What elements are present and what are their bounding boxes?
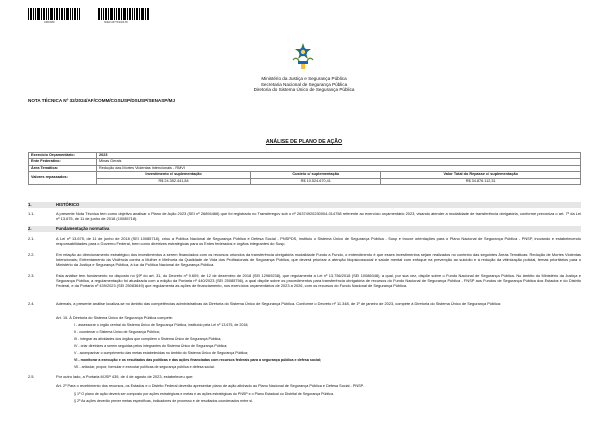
plan-info-table xyxy=(28,152,581,185)
paragraph-number: 2.5. xyxy=(28,374,35,379)
paragraph-1-1 xyxy=(28,211,581,221)
document-heading: ANÁLISE DE PLANO DE AÇÃO xyxy=(265,139,343,145)
quote-inciso-2: II - coordenar o Sistema Único de Segurança Pública; xyxy=(74,330,160,334)
section-fundamentacao xyxy=(28,226,581,232)
paragraph-number: 2.1. xyxy=(28,236,35,241)
paragraph-text: Ademais, a presente análise localiza-se no âmbito das competências administrativas da Diretoria do Sistema Único de Segurança Pública. Conforme o Decreto nº 11.348, de 1º de janeiro de 2023, compete à Diretoria do Sistema Único de Segurança Pública: xyxy=(56,301,502,306)
paragraph-number: 2.3. xyxy=(28,273,35,278)
paragraph-2-2 xyxy=(28,252,581,268)
paragraph-number: 1.1. xyxy=(28,211,35,216)
nota-tecnica-title: NOTA TÉCNICA Nº 32/2024/AF/COMM/CGSUSP/DSUSP/SENASP/MJ xyxy=(28,98,176,103)
section-number: 2. xyxy=(28,226,32,231)
barcode-left-label: 24801956 xyxy=(44,21,55,24)
area-label: Área Temática: xyxy=(29,165,97,171)
paragraph-text: A Lei nº 13.675, de 11 de junho de 2018 (SEI 10085718), criou a Política Nacional de Segurança Pública e Defesa Social - PNSPDS, instituiu o Sistema Único de Segurança Pública - Susp e trouxe orientações para o Plano Nacional de Segurança Pública - PNSP, inovando e estabelecendo responsabilidades para o Governo Federal, bem como diretrizes estratégicas para os Entes federados e órgãos integrantes do Susp. xyxy=(56,236,581,247)
barcode-right-label: SNEO-00773/2023-55 xyxy=(104,21,128,24)
quote-inciso-3: III - integrar as atividades dos órgãos que compõem o Sistema Único de Segurança Pública; xyxy=(74,337,222,341)
quote-paragraph-2: § 2º As ações deverão prever metas específicas, indicadores de processo e de resultados coordenados entre si. xyxy=(74,399,253,403)
col-investimento: Investimento c/ suplementação xyxy=(97,172,251,178)
quote-inciso-6: VI - monitorar a execução e os resultados das políticas e das ações financiadas com recursos federais para a segurança pública e defesa social; xyxy=(74,358,322,362)
paragraph-text: A presente Nota Técnica tem como objetivo analisar o Plano de Ação 2023 (SEI nº 26894466) que foi registrado no Transferegov sob o nº 26374920230004-014758 referente ao exercício orçamentário 2023, visando atender a modalidade de transferência obrigatória, conforme preconiza o art. 7º da Lei nº 13.675, de 11 de junho de 2018 (10085718). xyxy=(56,211,581,222)
barcode-right xyxy=(98,8,150,20)
exercicio-label: Exercício Orçamentário: xyxy=(29,153,97,159)
quote-inciso-4: IV - criar diretrizes a serem seguidas pelos integrantes do Sistema Único de Segurança Pública; xyxy=(74,344,228,348)
section-title: Fundamentação normativa xyxy=(56,226,110,231)
paragraph-text: Por outro lado, a Portaria MJSP 439, de 4 de agosto de 2023, estabeleceu que: xyxy=(56,374,194,379)
quote-paragraph-1: § 1º O plano de ação deverá ser composto por ações estratégicas e metas e as ações estratégicas do PNSP e o Plano Estadual ou Distrital de Segurança Pública. xyxy=(74,392,334,396)
exercicio-value: 2023 xyxy=(97,153,581,159)
ente-value: Minas Gerais xyxy=(97,159,581,165)
quote-inciso-7: VII - articular, propor, formular e executar políticas de segurança pública e defesa social. xyxy=(74,365,215,369)
org-line-secretariat: Secretaria Nacional de Segurança Pública xyxy=(260,81,348,87)
org-line-directorate: Diretoria do Sistema Único de Segurança Pública xyxy=(253,87,355,92)
paragraph-text: Em relação ao direcionamento estratégico dos investimentos a serem financiados com os recursos oriundos da transferência obrigatória modalidade Fundo a Fundo, o entendimento é que esses investimentos sejam realizados no contexto das seguintes Áreas Temáticas: Redução de Mortes Violentas Intencionais; Enfrentamento da Violência contra a Mulher e Melhoria da Qualidade de Vida dos Profissionais de Segurança Pública, que deverá priorizar a atenção biopsicossocial e saúde mental com enfoque na prevenção ao suicídio e à redução da vitimização policial, temas prioritários para o Ministério da Justiça e Segurança Pública, à luz da Política Nacional de Segurança Pública. xyxy=(56,252,581,268)
barcode-left xyxy=(28,8,80,20)
section-historico xyxy=(28,202,581,208)
paragraph-2-5 xyxy=(28,374,581,379)
paragraph-2-4 xyxy=(28,301,581,306)
paragraph-2-1 xyxy=(28,236,581,246)
org-line-ministry: Ministério da Justiça e Segurança Pública xyxy=(261,76,347,81)
paragraph-number: 2.4. xyxy=(28,301,35,306)
val-investimento: R$ 24.352.441,84 xyxy=(97,178,251,184)
section-number: 1. xyxy=(28,202,32,207)
valores-label: Valores repassados: xyxy=(29,172,97,185)
area-value: Redução das Mortes Violentas Intencionais - RMVI xyxy=(97,165,581,171)
section-title: HISTÓRICO xyxy=(56,202,80,207)
val-custeio: R$ 10.524.670,41 xyxy=(251,178,381,184)
quote-inciso-1: I - assessorar o órgão central do Sistema Único de Segurança Pública, instituído pela Lei nº 13.675, de 2018; xyxy=(74,323,249,327)
paragraph-2-3 xyxy=(28,273,581,289)
col-total: Valor Total do Repasse c/ suplementação xyxy=(381,172,581,178)
paragraph-text: Esta análise tem fundamento no disposto no §9º do art. 31, do Decreto nº 9.609, de 12 de dezembro de 2018 (SEI 12969238), que regulamenta a Lei nº 13.756/2018 (SEI 10086048), a qual, por sua vez, dispõe sobre o Fundo Nacional de Segurança Pública. No âmbito do Ministério da Justiça e Segurança Pública, a regulamentação foi atualizada com a edição da Portaria nº 440/2023 (SEI 25085756), a qual dispõe sobre os procedimentos para transferência obrigatória de recursos do Fundo Nacional de Segurança Pública - FNSP aos Fundos de Segurança Pública dos Estados e do Distrito Federal, e da Portaria nº 439/2023 (SEI 25083649) que regulamenta as ações de financiamento, nos exercícios orçamentários de 2023 a 2026, com os recursos do Fundo Nacional de Segurança Pública. xyxy=(56,273,581,289)
ente-label: Ente Federativo: xyxy=(29,159,97,165)
quote-art-15: Art. 15. À Diretoria do Sistema Único de Segurança Pública compete: xyxy=(56,316,173,320)
col-custeio: Custeio c/ suplementação xyxy=(251,172,381,178)
quote-inciso-5: V - acompanhar o cumprimento das metas estabelecidas no âmbito do Sistema Único de Segurança Pública; xyxy=(74,351,248,355)
quote-art-2: Art. 2º Para o recebimento dos recursos, os Estados e o Distrito Federal deverão apresentar plano de ação alinhado ao Plano Nacional de Segurança Pública e Defesa Social - PNSP. xyxy=(56,384,364,388)
val-total: R$ 34.876.112,31 xyxy=(381,178,581,184)
coat-of-arms-icon xyxy=(290,42,316,70)
paragraph-number: 2.2. xyxy=(28,252,35,257)
